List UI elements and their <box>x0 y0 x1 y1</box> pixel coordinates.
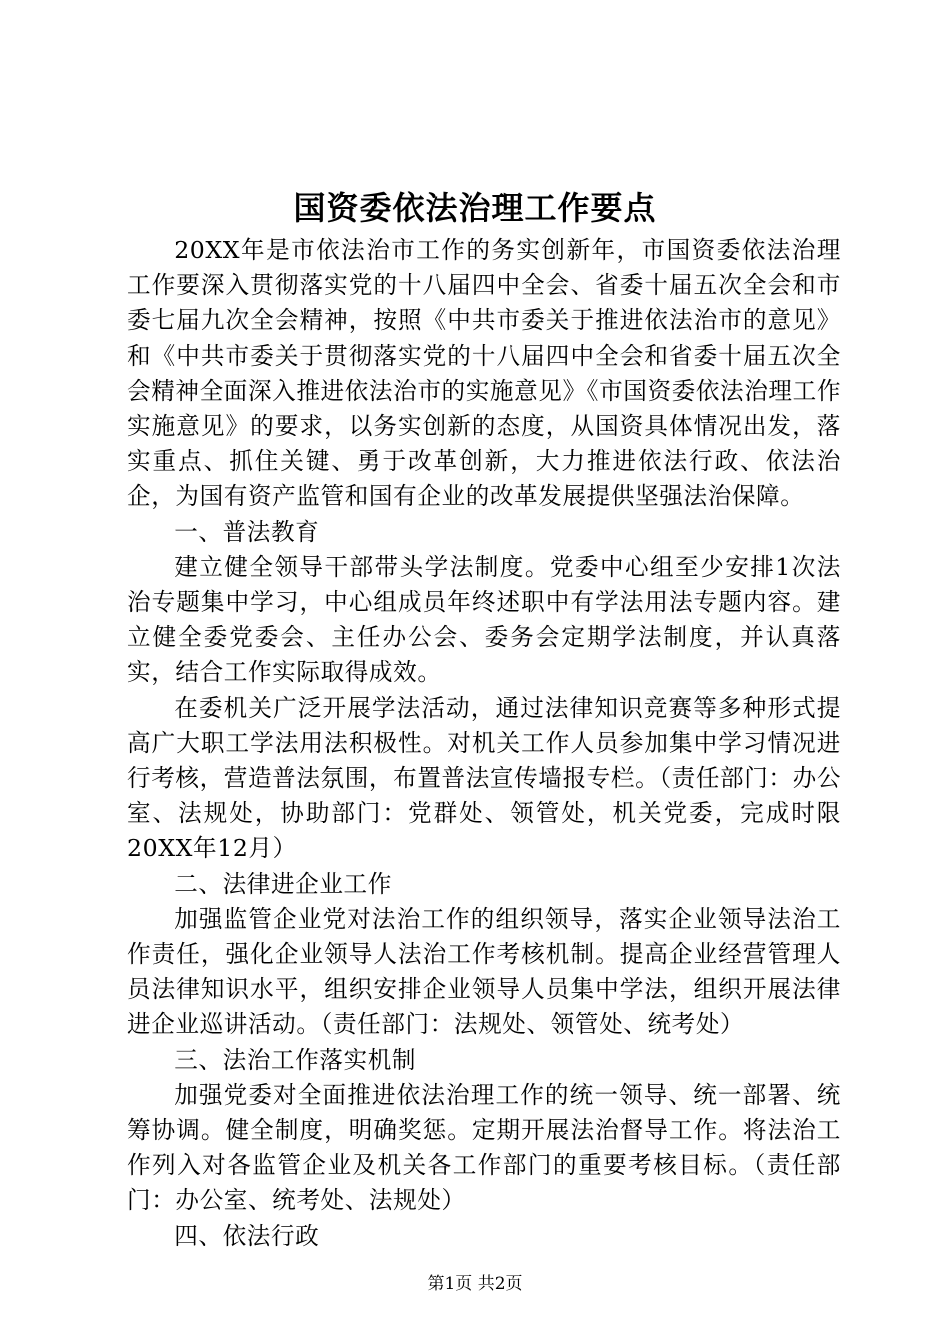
document-title: 国资委依法治理工作要点 <box>293 189 657 227</box>
section-heading-law-into-enterprises: 二、法律进企业工作 <box>174 869 392 898</box>
body-paragraph: 加强监管企业党对法治工作的组织领导，落实企业领导法治工作责任，强化企业领导人法治工作考核机制。提高企业经营管理人员法律知识水平，组织安排企业领导人员集中学法，组织开展法律进企业巡讲活动。（责任部门：法规处、领管处、统考处） <box>127 904 841 1039</box>
section-heading-rule-of-law-mechanism: 三、法治工作落实机制 <box>174 1045 417 1074</box>
body-paragraph: 在委机关广泛开展学法活动，通过法律知识竞赛等多种形式提高广大职工学法用法积极性。对机关工作人员参加集中学习情况进行考核，营造普法氛围，布置普法宣传墙报专栏。（责任部门：办公室、法规处，协助部门：党群处、领管处，机关党委，完成时限20XX年12月） <box>127 693 842 863</box>
section-heading-legal-education: 一、普法教育 <box>174 517 320 546</box>
body-paragraph: 建立健全领导干部带头学法制度。党委中心组至少安排1次法治专题集中学习，中心组成员年终述职中有学法用法专题内容。建立健全委党委会、主任办公会、委务会定期学法制度，并认真落实，结合工作实际取得成效。 <box>127 552 841 687</box>
intro-paragraph: 20XX年是市依法治市工作的务实创新年，市国资委依法治理工作要深入贯彻落实党的十八届四中全会、省委十届五次全会和市委七届九次全会精神，按照《中共市委关于推进依法治市的意见》和《中共市委关于贯彻落实党的十八届四中全会和省委十届五次全会精神全面深入推进依法治市的实施意见》《市国资委依法治理工作实施意见》的要求，以务实创新的态度，从国资具体情况出发，落实重点、抓住关键、勇于改革创新，大力推进依法行政、依法治企，为国有资产监管和国有企业的改革发展提供坚强法治保障。 <box>127 236 842 511</box>
body-paragraph: 加强党委对全面推进依法治理工作的统一领导、统一部署、统筹协调。健全制度，明确奖惩。定期开展法治督导工作。将法治工作列入对各监管企业及机关各工作部门的重要考核目标。（责任部门：办公室、统考处、法规处） <box>127 1080 841 1215</box>
document-body <box>127 233 841 1254</box>
page-number-footer: 第1页 共2页 <box>427 1274 523 1294</box>
section-heading-administration-by-law: 四、依法行政 <box>174 1221 320 1250</box>
